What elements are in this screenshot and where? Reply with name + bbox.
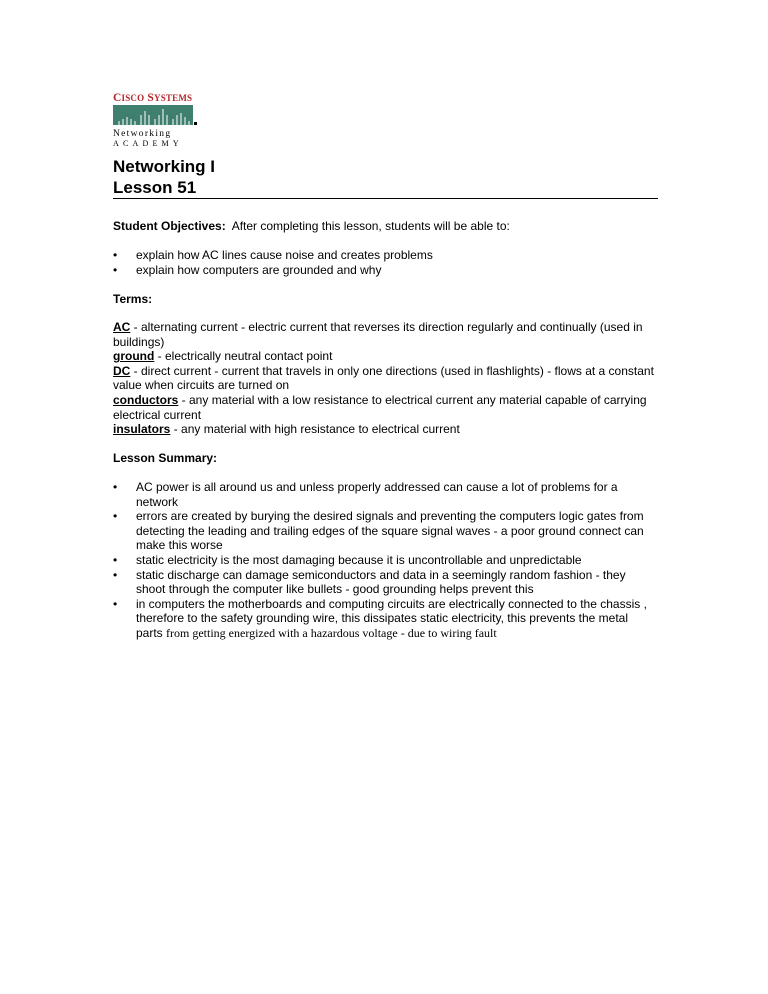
list-item (113, 248, 648, 263)
summary-text-tail: from getting energized with a hazardous voltage - due to wiring fault (166, 625, 497, 640)
cisco-networking-academy-logo (113, 92, 203, 156)
course-title: Networking I (113, 157, 216, 176)
summary-text: static electricity is the most damaging because it is uncontrollable and unpredictable (136, 552, 582, 567)
lesson-summary-heading: Lesson Summary: (113, 451, 218, 465)
bullet: • (113, 596, 118, 611)
bullet: • (113, 552, 118, 567)
list-item (113, 553, 648, 568)
list-item (113, 568, 648, 597)
terms-list (113, 320, 658, 437)
logo-brand-initial-1: C (113, 92, 122, 104)
cisco-bridge-bars-icon (113, 105, 199, 128)
objective-text: explain how computers are grounded and why (136, 262, 382, 277)
bullet: • (113, 248, 118, 262)
term-entry (113, 364, 658, 393)
term-entry (113, 349, 658, 364)
summary-text: errors are created by burying the desired signals and preventing the computers logic gates from detecting the leading and trailing edges of the square signal waves - a poor ground connect can make this worse (136, 509, 644, 553)
logo-brand-initial-2: S (147, 92, 155, 104)
list-item (113, 480, 648, 509)
term-entry (113, 422, 658, 437)
term-definition: - electrically neutral contact point (154, 349, 333, 364)
logo-academy-text: ACADEMY (113, 139, 183, 148)
term-definition: - any material with high resistance to electrical current (170, 422, 460, 437)
logo-networking-text: Networking (113, 129, 172, 139)
summary-text: AC power is all around us and unless properly addressed can cause a lot of problems for a network (136, 480, 618, 509)
summary-text: in computers the motherboards and computing circuits are electrically connected to the chassis , therefore to the safety grounding wire, this dissipates static electricity, this prevents the metal parts (136, 596, 647, 640)
bullet: • (113, 509, 118, 524)
bullet: • (113, 567, 118, 582)
summary-text: static discharge can damage semiconductors and data in a seemingly random fashion - they shoot through the computer like bullets - good grounding helps prevent this (136, 567, 626, 597)
term-definition: - alternating current - electric current that reverses its direction regularly and continually (used in buildings) (113, 320, 643, 349)
term-definition: - direct current - current that travels in only one directions (used in flashlights) - flows at a constant value when circuits are turned on (113, 363, 654, 393)
objectives-label: Student Objectives: (113, 219, 226, 233)
logo-brand-text (113, 92, 192, 104)
lesson-summary-list (113, 480, 648, 641)
objective-text: explain how AC lines cause noise and creates problems (136, 248, 433, 262)
student-objectives (113, 219, 658, 234)
list-item (113, 263, 648, 278)
logo-brand-rest-2: YSTEMS (154, 93, 193, 103)
bullet: • (113, 480, 118, 494)
term-definition: - any material with a low resistance to electrical current any material capable of carrying electrical current (113, 392, 647, 422)
bullet: • (113, 262, 118, 277)
objectives-list (113, 248, 648, 277)
lesson-title: Lesson 51 (113, 178, 197, 197)
header-divider (113, 198, 658, 199)
term-entry (113, 320, 658, 349)
term-name: insulators (113, 422, 171, 437)
term-name: ground (113, 349, 155, 364)
term-name: conductors (113, 392, 179, 407)
logo-brand-rest-1: ISCO (121, 93, 145, 103)
term-name: DC (113, 363, 131, 378)
list-item (113, 509, 648, 553)
term-entry (113, 393, 658, 422)
objectives-intro: After completing this lesson, students will be able to: (225, 219, 510, 233)
terms-heading: Terms: (113, 292, 153, 306)
list-item (113, 597, 648, 641)
term-name: AC (113, 320, 131, 334)
